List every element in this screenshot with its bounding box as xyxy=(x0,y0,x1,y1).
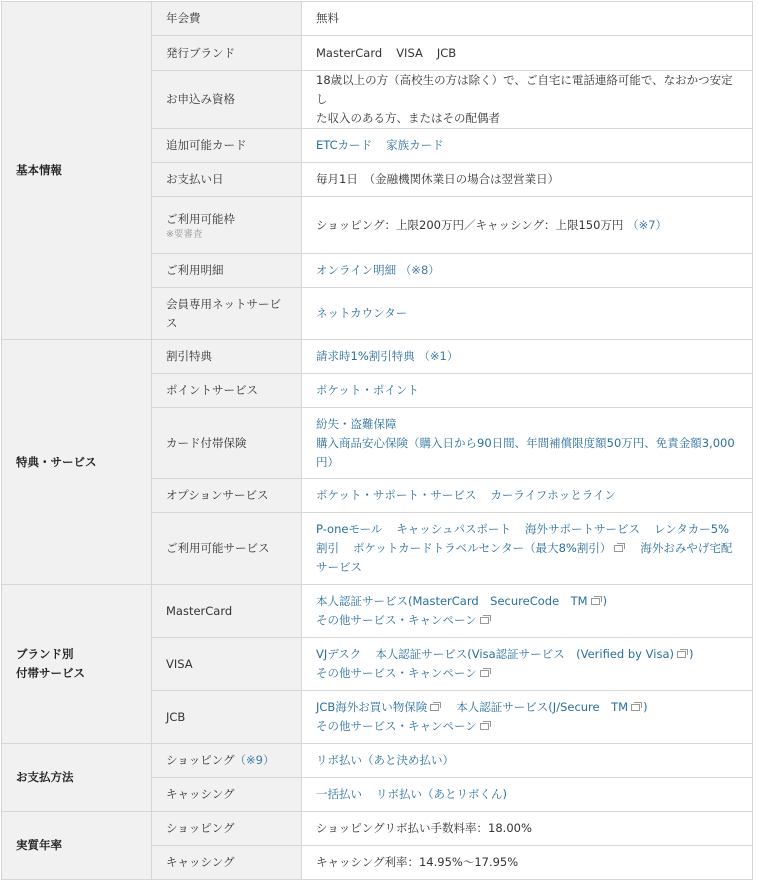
pocket-support-link[interactable]: ポケット・サポート・サービス xyxy=(316,488,477,502)
row-label-credit-limit xyxy=(152,197,302,254)
insurance-value xyxy=(302,408,753,479)
row-label-visa: VISA xyxy=(152,638,302,691)
cashing-revolving-link[interactable]: リボ払い（あとリボくん) xyxy=(376,787,507,801)
table-row xyxy=(2,744,753,778)
section-basic-info: 基本情報 xyxy=(2,2,152,340)
discount-note-link[interactable]: （※1） xyxy=(418,349,459,363)
visa-campaign-link[interactable]: その他サービス・キャンペーン xyxy=(316,666,477,680)
row-label-brands: 発行ブランド xyxy=(152,36,302,71)
family-card-link[interactable]: 家族カード xyxy=(386,138,444,152)
credit-limit-sublabel: ※要審査 xyxy=(166,228,203,240)
payment-day-value: 毎月1日 （金融機関休業日の場合は翌営業日） xyxy=(302,163,753,197)
additional-cards-value xyxy=(302,129,753,163)
etc-card-link[interactable]: ETCカード xyxy=(316,138,373,152)
row-label-payment-cashing: キャッシング xyxy=(152,778,302,812)
online-statement-link[interactable]: オンライン明細 xyxy=(316,263,397,277)
p-one-mall-link[interactable]: P-oneモール xyxy=(316,522,383,536)
section-benefits: 特典・サービス xyxy=(2,340,152,585)
vj-desk-link[interactable]: VJデスク xyxy=(316,647,362,661)
row-label-discount: 割引特典 xyxy=(152,340,302,374)
jcb-services-value xyxy=(302,691,753,744)
table-row xyxy=(2,340,753,374)
row-label-insurance: カード付帯保険 xyxy=(152,408,302,479)
brands-value xyxy=(302,36,753,71)
apr-shopping-value: ショッピングリボ払い手数料率：18.00% xyxy=(302,812,753,846)
external-link-icon xyxy=(480,723,489,730)
net-service-label-2: ス xyxy=(166,315,178,330)
row-label-annual-fee: 年会費 xyxy=(152,2,302,36)
section-apr: 実質年率 xyxy=(2,812,152,880)
jcb-campaign-link[interactable]: その他サービス・キャンペーン xyxy=(316,719,477,733)
payment-cashing-value xyxy=(302,778,753,812)
mastercard-campaign-link[interactable]: その他サービス・キャンペーン xyxy=(316,613,477,627)
external-link-icon xyxy=(480,617,489,624)
verified-by-visa-link[interactable]: 本人認証サービス(Visa認証サービス (Verified by Visa) xyxy=(375,647,674,661)
cash-passport-link[interactable]: キャッシュパスポート xyxy=(396,522,512,536)
net-service-value xyxy=(302,288,753,340)
credit-limit-label: ご利用可能枠 xyxy=(166,211,235,226)
row-label-jcb: JCB xyxy=(152,691,302,744)
discount-value xyxy=(302,340,753,374)
row-label-apr-cashing: キャッシング xyxy=(152,846,302,880)
row-label-net-service xyxy=(152,288,302,340)
jcb-overseas-insurance-link[interactable]: JCB海外お買い物保険 xyxy=(316,700,428,714)
brand-mastercard: MasterCard xyxy=(316,45,383,60)
payment-shopping-note-link[interactable]: （※9） xyxy=(234,753,275,767)
row-label-payment-day: お支払い日 xyxy=(152,163,302,197)
net-service-label-1: 会員専用ネットサービ xyxy=(166,296,281,311)
travel-center-link[interactable]: ポケットカードトラベルセンター（最大8%割引） xyxy=(353,541,612,555)
net-counter-link[interactable]: ネットカウンター xyxy=(316,306,408,320)
verified-by-visa-close: ) xyxy=(688,647,694,661)
card-spec-table xyxy=(1,1,753,880)
row-label-statement: ご利用明細 xyxy=(152,254,302,288)
external-link-icon xyxy=(430,704,439,711)
mastercard-securecode-link[interactable]: 本人認証サービス(MasterCard SecureCode TM xyxy=(316,594,588,608)
rental-car-link[interactable]: レンタカー5% xyxy=(654,522,730,536)
mastercard-securecode-close: ) xyxy=(602,594,608,608)
annual-fee-value: 無料 xyxy=(302,2,753,36)
theft-protection-link[interactable]: 紛失・盗難保障 xyxy=(316,416,397,431)
discount-link[interactable]: 請求時1%割引特典 xyxy=(316,349,415,363)
pocket-point-link[interactable]: ポケット・ポイント xyxy=(316,383,419,397)
souvenir-delivery-link[interactable]: 海外おみやげ宅配 xyxy=(640,541,733,555)
row-label-eligibility: お申込み資格 xyxy=(152,71,302,129)
table-row xyxy=(2,585,753,638)
souvenir-delivery-link-cont[interactable]: サービス xyxy=(316,560,362,574)
row-label-payment-shopping xyxy=(152,744,302,778)
external-link-icon xyxy=(677,651,686,658)
section-brand-line-2: 付帯サービス xyxy=(16,666,85,680)
carlife-hotline-link[interactable]: カーライフホッとライン xyxy=(490,488,616,502)
section-brand-line-1: ブランド別 xyxy=(16,647,74,661)
jcb-jsecure-link[interactable]: 本人認証サービス(J/Secure TM xyxy=(456,700,629,714)
row-label-mastercard: MasterCard xyxy=(152,585,302,638)
apr-cashing-value: キャッシング利率：14.95%～17.95% xyxy=(302,846,753,880)
row-label-additional-cards: 追加可能カード xyxy=(152,129,302,163)
options-value xyxy=(302,479,753,513)
row-label-apr-shopping: ショッピング xyxy=(152,812,302,846)
available-services-value xyxy=(302,513,753,585)
rental-car-link-cont[interactable]: 割引 xyxy=(316,541,339,555)
overseas-support-link[interactable]: 海外サポートサービス xyxy=(525,522,641,536)
section-brand-services xyxy=(2,585,152,744)
row-label-available-services: ご利用可能サービス xyxy=(152,513,302,585)
statement-note-link[interactable]: （※8） xyxy=(399,263,440,277)
jcb-jsecure-close: ) xyxy=(643,700,648,714)
row-label-points: ポイントサービス xyxy=(152,374,302,408)
section-payment: お支払方法 xyxy=(2,744,152,812)
purchase-insurance-link-cont[interactable]: 円） xyxy=(316,454,339,469)
brand-jcb: JCB xyxy=(436,45,457,60)
brand-visa: VISA xyxy=(396,45,423,60)
eligibility-value xyxy=(302,71,753,129)
mastercard-services-value xyxy=(302,585,753,638)
credit-limit-value xyxy=(302,197,753,254)
eligibility-line-1: 18歳以上の方（高校生の方は除く）で、ご自宅に電話連絡可能で、なおかつ安定し xyxy=(316,73,733,106)
external-link-icon xyxy=(614,545,623,552)
credit-limit-note-link[interactable]: （※7） xyxy=(627,217,668,232)
payment-shopping-value xyxy=(302,744,753,778)
external-link-icon xyxy=(591,598,600,605)
statement-value xyxy=(302,254,753,288)
external-link-icon xyxy=(631,704,640,711)
visa-services-value xyxy=(302,638,753,691)
purchase-insurance-link[interactable]: 購入商品安心保険（購入日から90日間、年間補償限度額50万円、免責金額3,000 xyxy=(316,435,735,450)
payment-shopping-label: ショッピング xyxy=(166,753,235,767)
external-link-icon xyxy=(480,670,489,677)
points-value xyxy=(302,374,753,408)
eligibility-line-2: た収入のある方、またはその配偶者 xyxy=(316,111,500,125)
table-row xyxy=(2,812,753,846)
credit-limit-text: ショッピング：上限200万円／キャッシング：上限150万円 xyxy=(316,217,624,232)
row-label-options: オプションサービス xyxy=(152,479,302,513)
revolving-payment-link[interactable]: リボ払い（あと決め払い） xyxy=(316,753,454,767)
lump-sum-link[interactable]: 一括払い xyxy=(316,787,362,801)
table-row xyxy=(2,2,753,36)
